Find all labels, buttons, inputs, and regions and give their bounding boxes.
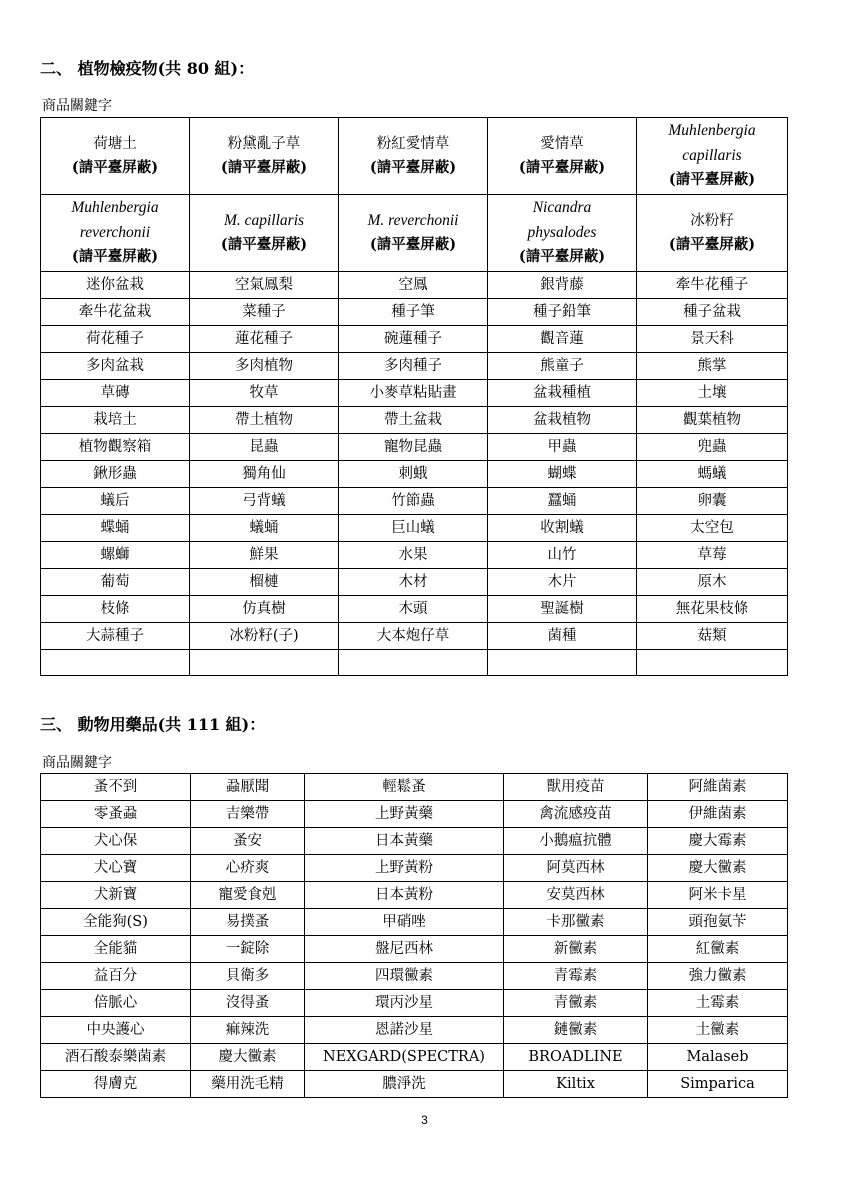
table-cell: 多肉種子: [339, 353, 488, 380]
table-row: [41, 299, 788, 326]
table-cell: [190, 195, 339, 272]
table-cell: 聖誕樹: [488, 596, 637, 623]
table-row: [41, 1017, 788, 1044]
table-cell: 蝶蛹: [41, 515, 190, 542]
table-cell: 環丙沙星: [305, 990, 504, 1017]
table-cell: 土壤: [637, 380, 788, 407]
table-cell: 鏈黴素: [504, 1017, 648, 1044]
cell-line: (請平臺屏蔽): [668, 171, 756, 189]
cell-line: capillaris: [682, 146, 742, 164]
table-cell: [41, 195, 190, 272]
table-cell: 菌種: [488, 623, 637, 650]
plant-quarantine-table: [40, 117, 788, 676]
cell-line: Muhlenbergia: [668, 122, 756, 140]
cell-line: (請平臺屏蔽): [71, 159, 159, 176]
table-row: [41, 326, 788, 353]
table-cell: [41, 118, 190, 195]
table-cell: 葡萄: [41, 569, 190, 596]
table-cell: 小鵝瘟抗體: [504, 828, 648, 855]
table-cell: 痲辣洗: [191, 1017, 305, 1044]
table-cell: 銀背藤: [488, 272, 637, 299]
table-cell: [41, 650, 190, 676]
table-cell: 木材: [339, 569, 488, 596]
table-cell: 原木: [637, 569, 788, 596]
table-cell: 刺蛾: [339, 461, 488, 488]
table-cell: 仿真樹: [190, 596, 339, 623]
table-cell: 一錠除: [191, 936, 305, 963]
table-cell: 沒得蚤: [191, 990, 305, 1017]
table-cell: 得膚克: [41, 1071, 191, 1098]
table-cell: 易撲蚤: [191, 909, 305, 936]
table-cell: 獨角仙: [190, 461, 339, 488]
table-cell: 益百分: [41, 963, 191, 990]
table-row: [41, 542, 788, 569]
table-cell: 強力黴素: [648, 963, 788, 990]
table-cell: 伊維菌素: [648, 801, 788, 828]
table-cell: 甲蟲: [488, 434, 637, 461]
cell-line: 粉黛亂子草: [227, 135, 301, 152]
table-cell: 犬心保: [41, 828, 191, 855]
table-cell: 帶土盆栽: [339, 407, 488, 434]
table-cell: 太空包: [637, 515, 788, 542]
table-cell: 獸用疫苗: [504, 774, 648, 801]
table-cell: 倍脈心: [41, 990, 191, 1017]
table-header-row: [41, 195, 788, 272]
table-cell: 上野黃藥: [305, 801, 504, 828]
cell-line: physalodes: [527, 223, 597, 241]
table-cell: 中央護心: [41, 1017, 191, 1044]
cell-line: M. capillaris: [223, 211, 305, 229]
veterinary-drugs-table: [40, 773, 788, 1098]
table-cell: 荷花種子: [41, 326, 190, 353]
cell-line: (請平臺屏蔽): [518, 159, 606, 176]
table-cell: 水果: [339, 542, 488, 569]
table-cell: 竹節蟲: [339, 488, 488, 515]
table-cell: 日本黃藥: [305, 828, 504, 855]
table-row: [41, 650, 788, 676]
table-cell: 鍬形蟲: [41, 461, 190, 488]
table-cell: Kiltix: [504, 1071, 648, 1098]
cell-line: (請平臺屏蔽): [220, 159, 308, 176]
table-cell: NEXGARD(SPECTRA): [305, 1044, 504, 1071]
table-row: [41, 882, 788, 909]
table-cell: 熊童子: [488, 353, 637, 380]
table-cell: 青黴素: [504, 990, 648, 1017]
cell-line: 粉紅愛情草: [376, 135, 450, 152]
table-cell: 觀葉植物: [637, 407, 788, 434]
table-cell: 木片: [488, 569, 637, 596]
table-row: [41, 1044, 788, 1071]
table-cell: 多肉植物: [190, 353, 339, 380]
table-cell: 甲硝唑: [305, 909, 504, 936]
cell-line: (請平臺屏蔽): [369, 236, 457, 253]
table-cell: 蚤不到: [41, 774, 191, 801]
table-cell: 鮮果: [190, 542, 339, 569]
table-cell: 全能貓: [41, 936, 191, 963]
table-cell: 蝴蝶: [488, 461, 637, 488]
table-cell: 蟻蛹: [190, 515, 339, 542]
table-cell: [339, 195, 488, 272]
table-cell: Simparica: [648, 1071, 788, 1098]
table-cell: 頭孢氨苄: [648, 909, 788, 936]
table-cell: 犬新寶: [41, 882, 191, 909]
table-cell: 蚤安: [191, 828, 305, 855]
table-cell: 景天科: [637, 326, 788, 353]
table-row: [41, 380, 788, 407]
table-cell: 紅黴素: [648, 936, 788, 963]
table-cell: 牽牛花盆栽: [41, 299, 190, 326]
table-cell: 土霉素: [648, 990, 788, 1017]
table-row: [41, 828, 788, 855]
table-cell: 土黴素: [648, 1017, 788, 1044]
table-cell: 青霉素: [504, 963, 648, 990]
table-cell: 上野黃粉: [305, 855, 504, 882]
table-cell: 膿淨洗: [305, 1071, 504, 1098]
table-row: [41, 488, 788, 515]
cell-line: Nicandra: [532, 199, 592, 217]
table-cell: 小麥草粘貼畫: [339, 380, 488, 407]
cell-line: (請平臺屏蔽): [369, 159, 457, 176]
cell-line: M. reverchonii: [367, 211, 459, 229]
table-cell: 阿莫西林: [504, 855, 648, 882]
table-cell: [488, 195, 637, 272]
table-cell: 空氣鳳梨: [190, 272, 339, 299]
section3-subtitle: 商品關鍵字: [42, 755, 112, 771]
table-cell: 輕鬆蚤: [305, 774, 504, 801]
table-header-row: [41, 118, 788, 195]
table-row: [41, 272, 788, 299]
table-cell: [190, 650, 339, 676]
table-cell: 種子鉛筆: [488, 299, 637, 326]
table-cell: 木頭: [339, 596, 488, 623]
table-cell: 植物觀察箱: [41, 434, 190, 461]
table-cell: 螞蟻: [637, 461, 788, 488]
table-row: [41, 461, 788, 488]
table-cell: 弓背蟻: [190, 488, 339, 515]
cell-line: (請平臺屏蔽): [71, 248, 159, 266]
table-row: [41, 353, 788, 380]
table-cell: 牧草: [190, 380, 339, 407]
page-number: 3: [421, 1113, 428, 1127]
table-cell: 栽培土: [41, 407, 190, 434]
table-cell: 熊掌: [637, 353, 788, 380]
table-row: [41, 407, 788, 434]
table-cell: 慶大黴素: [648, 855, 788, 882]
table-cell: 巨山蟻: [339, 515, 488, 542]
table-cell: 全能狗(S): [41, 909, 191, 936]
table-cell: 草磚: [41, 380, 190, 407]
table-cell: 山竹: [488, 542, 637, 569]
table-row: [41, 801, 788, 828]
table-cell: 無花果枝條: [637, 596, 788, 623]
table-cell: 碗蓮種子: [339, 326, 488, 353]
table-cell: 蠶蛹: [488, 488, 637, 515]
table-cell: 四環黴素: [305, 963, 504, 990]
table-cell: 零蚤蝨: [41, 801, 191, 828]
cell-line: 冰粉籽: [690, 212, 734, 229]
cell-line: (請平臺屏蔽): [668, 236, 756, 253]
section2-subtitle: 商品關鍵字: [42, 98, 112, 114]
table-cell: 牽牛花種子: [637, 272, 788, 299]
table-cell: 禽流感疫苗: [504, 801, 648, 828]
table-cell: 恩諾沙星: [305, 1017, 504, 1044]
table-cell: 收割蟻: [488, 515, 637, 542]
table-cell: 觀音蓮: [488, 326, 637, 353]
table-cell: 吉樂帶: [191, 801, 305, 828]
table-cell: 安莫西林: [504, 882, 648, 909]
table-cell: 貝衛多: [191, 963, 305, 990]
table-row: [41, 569, 788, 596]
cell-line: Muhlenbergia: [71, 199, 159, 217]
table-cell: 大本炮仔草: [339, 623, 488, 650]
section2-heading: 二、 植物檢疫物(共 80 組)：: [40, 59, 255, 78]
cell-line: 愛情草: [540, 135, 584, 152]
table-cell: 迷你盆栽: [41, 272, 190, 299]
table-cell: 盤尼西林: [305, 936, 504, 963]
table-cell: 卡那黴素: [504, 909, 648, 936]
table-row: [41, 596, 788, 623]
table-row: [41, 936, 788, 963]
table-cell: 菇類: [637, 623, 788, 650]
table-cell: [488, 650, 637, 676]
table-cell: 種子盆栽: [637, 299, 788, 326]
table-cell: [190, 118, 339, 195]
table-cell: 犬心寶: [41, 855, 191, 882]
table-cell: 寵愛食剋: [191, 882, 305, 909]
table-cell: 蟻后: [41, 488, 190, 515]
table-row: [41, 855, 788, 882]
table-cell: 帶土植物: [190, 407, 339, 434]
table-row: [41, 963, 788, 990]
table-cell: BROADLINE: [504, 1044, 648, 1071]
table-cell: 螺螄: [41, 542, 190, 569]
table-cell: [637, 650, 788, 676]
table-cell: [339, 650, 488, 676]
table-row: [41, 515, 788, 542]
table-cell: 阿維菌素: [648, 774, 788, 801]
cell-line: reverchonii: [79, 223, 151, 241]
table-cell: [637, 195, 788, 272]
table-cell: 寵物昆蟲: [339, 434, 488, 461]
table-cell: 草莓: [637, 542, 788, 569]
table-cell: 慶大霉素: [648, 828, 788, 855]
table-cell: 大蒜種子: [41, 623, 190, 650]
table-cell: 多肉盆栽: [41, 353, 190, 380]
table-cell: 藥用洗毛精: [191, 1071, 305, 1098]
table-cell: Malaseb: [648, 1044, 788, 1071]
table-cell: 蓮花種子: [190, 326, 339, 353]
table-row: [41, 1071, 788, 1098]
table-cell: 卵囊: [637, 488, 788, 515]
table-cell: 昆蟲: [190, 434, 339, 461]
table-cell: 慶大黴素: [191, 1044, 305, 1071]
table-cell: 枝條: [41, 596, 190, 623]
cell-line: 荷塘土: [93, 135, 137, 152]
table-row: [41, 623, 788, 650]
table-cell: 心疥爽: [191, 855, 305, 882]
table-row: [41, 990, 788, 1017]
table-cell: 新黴素: [504, 936, 648, 963]
table-cell: 日本黃粉: [305, 882, 504, 909]
table-cell: 菜種子: [190, 299, 339, 326]
table-cell: [488, 118, 637, 195]
table-row: [41, 774, 788, 801]
table-cell: 空鳳: [339, 272, 488, 299]
table-cell: [637, 118, 788, 195]
table-cell: 蝨厭聞: [191, 774, 305, 801]
table-row: [41, 909, 788, 936]
table-cell: 兜蟲: [637, 434, 788, 461]
section3-heading: 三、 動物用藥品(共 111 組)：: [40, 715, 266, 734]
table-cell: 盆栽種植: [488, 380, 637, 407]
cell-line: (請平臺屏蔽): [220, 236, 308, 253]
cell-line: (請平臺屏蔽): [518, 248, 606, 266]
table-cell: 榴槤: [190, 569, 339, 596]
table-cell: 冰粉籽(子): [190, 623, 339, 650]
table-cell: 酒石酸泰樂菌素: [41, 1044, 191, 1071]
table-row: [41, 434, 788, 461]
table-cell: [339, 118, 488, 195]
table-cell: 種子筆: [339, 299, 488, 326]
table-cell: 阿米卡星: [648, 882, 788, 909]
table-cell: 盆栽植物: [488, 407, 637, 434]
